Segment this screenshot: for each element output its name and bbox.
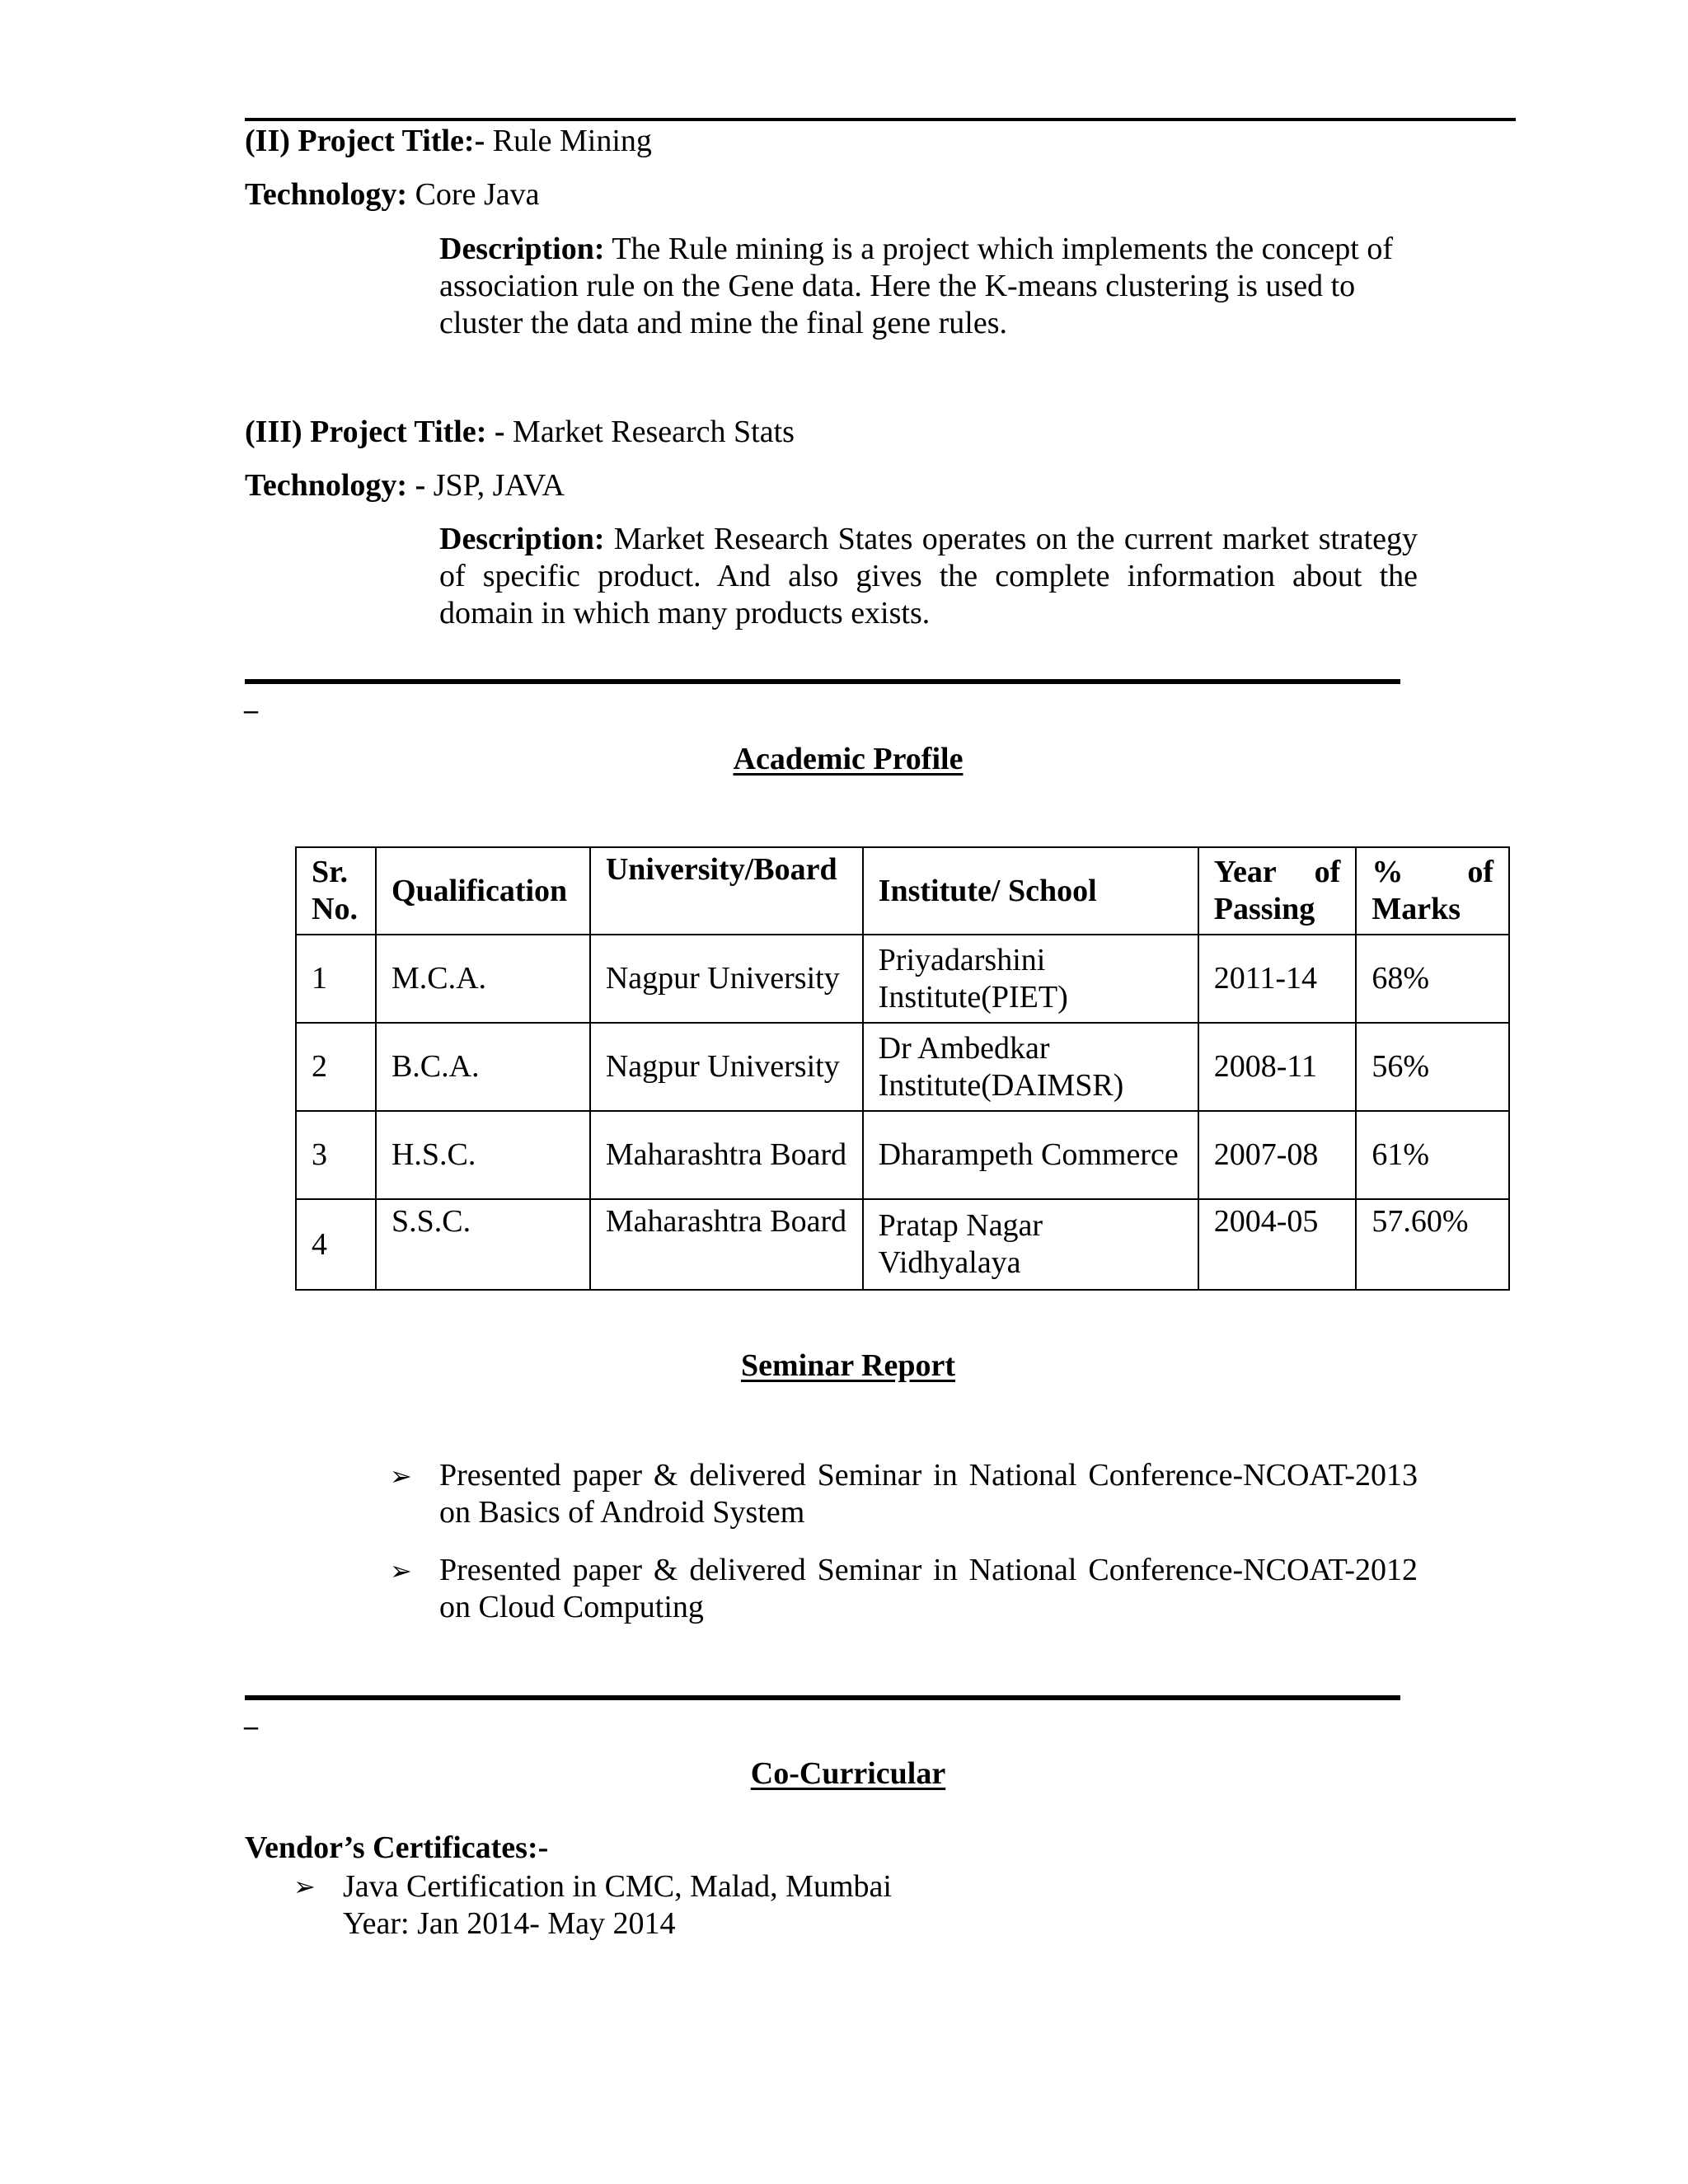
cell-institute: Dharampeth Commerce <box>863 1111 1198 1199</box>
project-3-tech-value: JSP, JAVA <box>425 468 565 503</box>
cell-marks: 68% <box>1356 935 1509 1023</box>
cell-sr: 4 <box>296 1199 376 1290</box>
col-header-university: University/Board <box>590 847 863 935</box>
cell-institute: Priyadarshini Institute(PIET) <box>863 935 1198 1023</box>
project-2-description <box>439 231 1412 342</box>
project-2-title-value: Rule Mining <box>485 124 652 158</box>
certificate-name: Java Certification in CMC, Malad, Mumbai <box>343 1869 892 1904</box>
col-header-year: Year of Passing <box>1198 847 1357 935</box>
seminar-item: Presented paper & delivered Seminar in National Conference-NCOAT-2012 on Cloud Computing <box>439 1553 1418 1624</box>
cell-qualification: S.S.C. <box>376 1199 590 1290</box>
cell-institute: Dr Ambedkar Institute(DAIMSR) <box>863 1023 1198 1111</box>
table-row <box>296 1199 1509 1290</box>
project-3-tech-line <box>245 466 565 504</box>
project-3-title-line <box>245 413 795 451</box>
project-3-desc-text: Market Research States operates on the current market strategy of specific product. And also gives the complete information about the domain in which many products exists. <box>439 522 1418 630</box>
cell-sr: 2 <box>296 1023 376 1111</box>
col-header-institute: Institute/ School <box>863 847 1198 935</box>
cell-year: 2008-11 <box>1198 1023 1357 1111</box>
cell-university: Nagpur University <box>590 1023 863 1111</box>
table-row <box>296 1111 1509 1199</box>
arrow-bullet-icon: ➢ <box>390 1460 412 1492</box>
project-3-desc-label: Description: <box>439 522 605 556</box>
arrow-bullet-icon: ➢ <box>390 1555 412 1586</box>
top-rule <box>245 118 1516 121</box>
project-2-tech-value: Core Java <box>407 177 540 212</box>
project-2-tech-line <box>245 176 539 213</box>
cell-marks: 57.60% <box>1356 1199 1509 1290</box>
project-2-tech-label: Technology: <box>245 177 408 212</box>
cell-qualification: M.C.A. <box>376 935 590 1023</box>
certificate-year: Year: Jan 2014- May 2014 <box>343 1906 676 1941</box>
project-2-desc-text: The Rule mining is a project which implements the concept of association rule on the Gene data. Here the K-means clustering is used to cluster the data and mine the final gene rules. <box>439 232 1393 340</box>
cell-university: Maharashtra Board <box>590 1199 863 1290</box>
academic-heading: Academic Profile <box>733 742 964 776</box>
col-header-sr: Sr. No. <box>296 847 376 935</box>
section-rule-dash: – <box>244 695 258 725</box>
col-header-marks: % of Marks <box>1356 847 1509 935</box>
project-3-title-value: Market Research Stats <box>504 415 795 449</box>
seminar-item: Presented paper & delivered Seminar in National Conference-NCOAT-2013 on Basics of Android System <box>439 1458 1418 1530</box>
cell-sr: 3 <box>296 1111 376 1199</box>
cell-university: Maharashtra Board <box>590 1111 863 1199</box>
cell-year: 2011-14 <box>1198 935 1357 1023</box>
project-3-description <box>439 521 1418 632</box>
vendor-certificates-label: Vendor’s Certificates:- <box>245 1830 549 1865</box>
table-row <box>296 1023 1509 1111</box>
cell-qualification: B.C.A. <box>376 1023 590 1111</box>
cell-year: 2004-05 <box>1198 1199 1357 1290</box>
section-rule-academic <box>245 679 1400 684</box>
cell-marks: 61% <box>1356 1111 1509 1199</box>
seminar-heading: Seminar Report <box>741 1348 955 1383</box>
cell-institute: Pratap Nagar Vidhyalaya <box>863 1199 1198 1290</box>
cocurricular-heading: Co-Curricular <box>750 1756 946 1791</box>
arrow-bullet-icon: ➢ <box>293 1871 316 1902</box>
project-2-desc-label: Description: <box>439 232 605 266</box>
project-3-tech-label: Technology: - <box>245 468 426 503</box>
cell-marks: 56% <box>1356 1023 1509 1111</box>
section-rule-cocurricular <box>245 1695 1400 1700</box>
academic-table <box>295 846 1510 1291</box>
cell-university: Nagpur University <box>590 935 863 1023</box>
table-row <box>296 935 1509 1023</box>
table-header-row <box>296 847 1509 935</box>
project-3-title-label: (III) Project Title: - <box>245 415 505 449</box>
cell-sr: 1 <box>296 935 376 1023</box>
project-2-title-line <box>245 122 652 160</box>
col-header-qualification: Qualification <box>376 847 590 935</box>
cell-year: 2007-08 <box>1198 1111 1357 1199</box>
section-rule-dash: – <box>244 1711 258 1741</box>
cell-qualification: H.S.C. <box>376 1111 590 1199</box>
project-2-title-label: (II) Project Title:- <box>245 124 485 158</box>
